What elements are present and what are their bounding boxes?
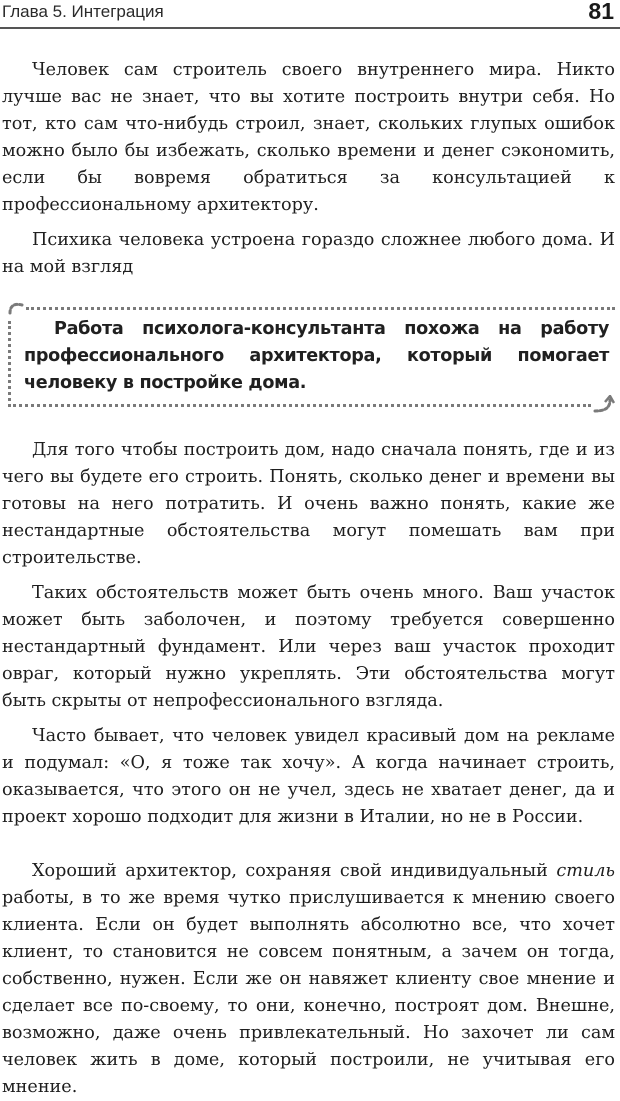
pull-quote-text: Работа психолога-консультанта похожа на работу профессионального архитектора, который помогает человеку в постройке дома. xyxy=(24,319,609,393)
body-paragraph: Часто бывает, что человек увидел красивый дом на рекламе и подумал: «О, я тоже так хочу». А когда начинает строить, оказывается, что этого он не учел, здесь не хватает денег, да и проект хорошо подходит для жизни в Италии, но не в России. xyxy=(2,726,615,827)
quote-corner-hook-icon xyxy=(6,301,24,319)
paragraph-rest: работы, в то же время чутко прислушивается к мнению своего клиента. Если он будет выполнять абсолютно все, что хочет клиент, то становится не совсем понятным, а зачем он тогда, собственно, нужен. Если же он навяжет клиенту свое мнение и сделает все по-своему, то они, конечно, построят дом. Внешне, возможно, даже очень привлекательный. Но захочет ли сам человек жить в доме, который построили, не учитывая его мнение. xyxy=(2,888,615,1097)
page-header xyxy=(0,0,620,28)
body-paragraph: Для того чтобы построить дом, надо сначала понять, где и из чего вы будете его строить. Понять, сколько денег и времени вы готовы на него потратить. И очень важно понять, какие же нестандартные обстоятельства могут помешать вам при строительстве. xyxy=(2,440,615,568)
header-divider xyxy=(0,27,620,29)
body-paragraph: Таких обстоятельств может быть очень много. Ваш участок может быть заболочен, и поэтому требуется совершенно нестандартный фундамент. Или через ваш участок проходит овраг, который нужно укреплять. Эти обстоятельства могут быть скрыты от непрофессионального взгляда. xyxy=(2,583,615,711)
pull-quote-box xyxy=(2,307,615,407)
body-paragraph xyxy=(2,858,615,1101)
page-number: 81 xyxy=(588,0,614,24)
italic-word: стиль xyxy=(556,861,615,881)
page-body xyxy=(2,57,615,1101)
body-paragraph: Психика человека устроена гораздо сложнее любого дома. И на мой взгляд xyxy=(2,230,615,277)
paragraph-lead: Хороший архитектор, сохраняя свой индивидуальный xyxy=(32,861,548,881)
body-paragraph: Человек сам строитель своего внутреннего мира. Никто лучше вас не знает, что вы хотите построить внутри себя. Но тот, кто сам что-нибудь строил, знает, скольких глупых ошибок можно было бы избежать, сколько времени и денег сэкономить, если бы вовремя обратиться за консультацией к профессиональному архитектору. xyxy=(2,60,615,215)
running-title: Глава 5. Интеграция xyxy=(2,2,164,21)
quote-corner-arrow-icon xyxy=(593,395,615,415)
